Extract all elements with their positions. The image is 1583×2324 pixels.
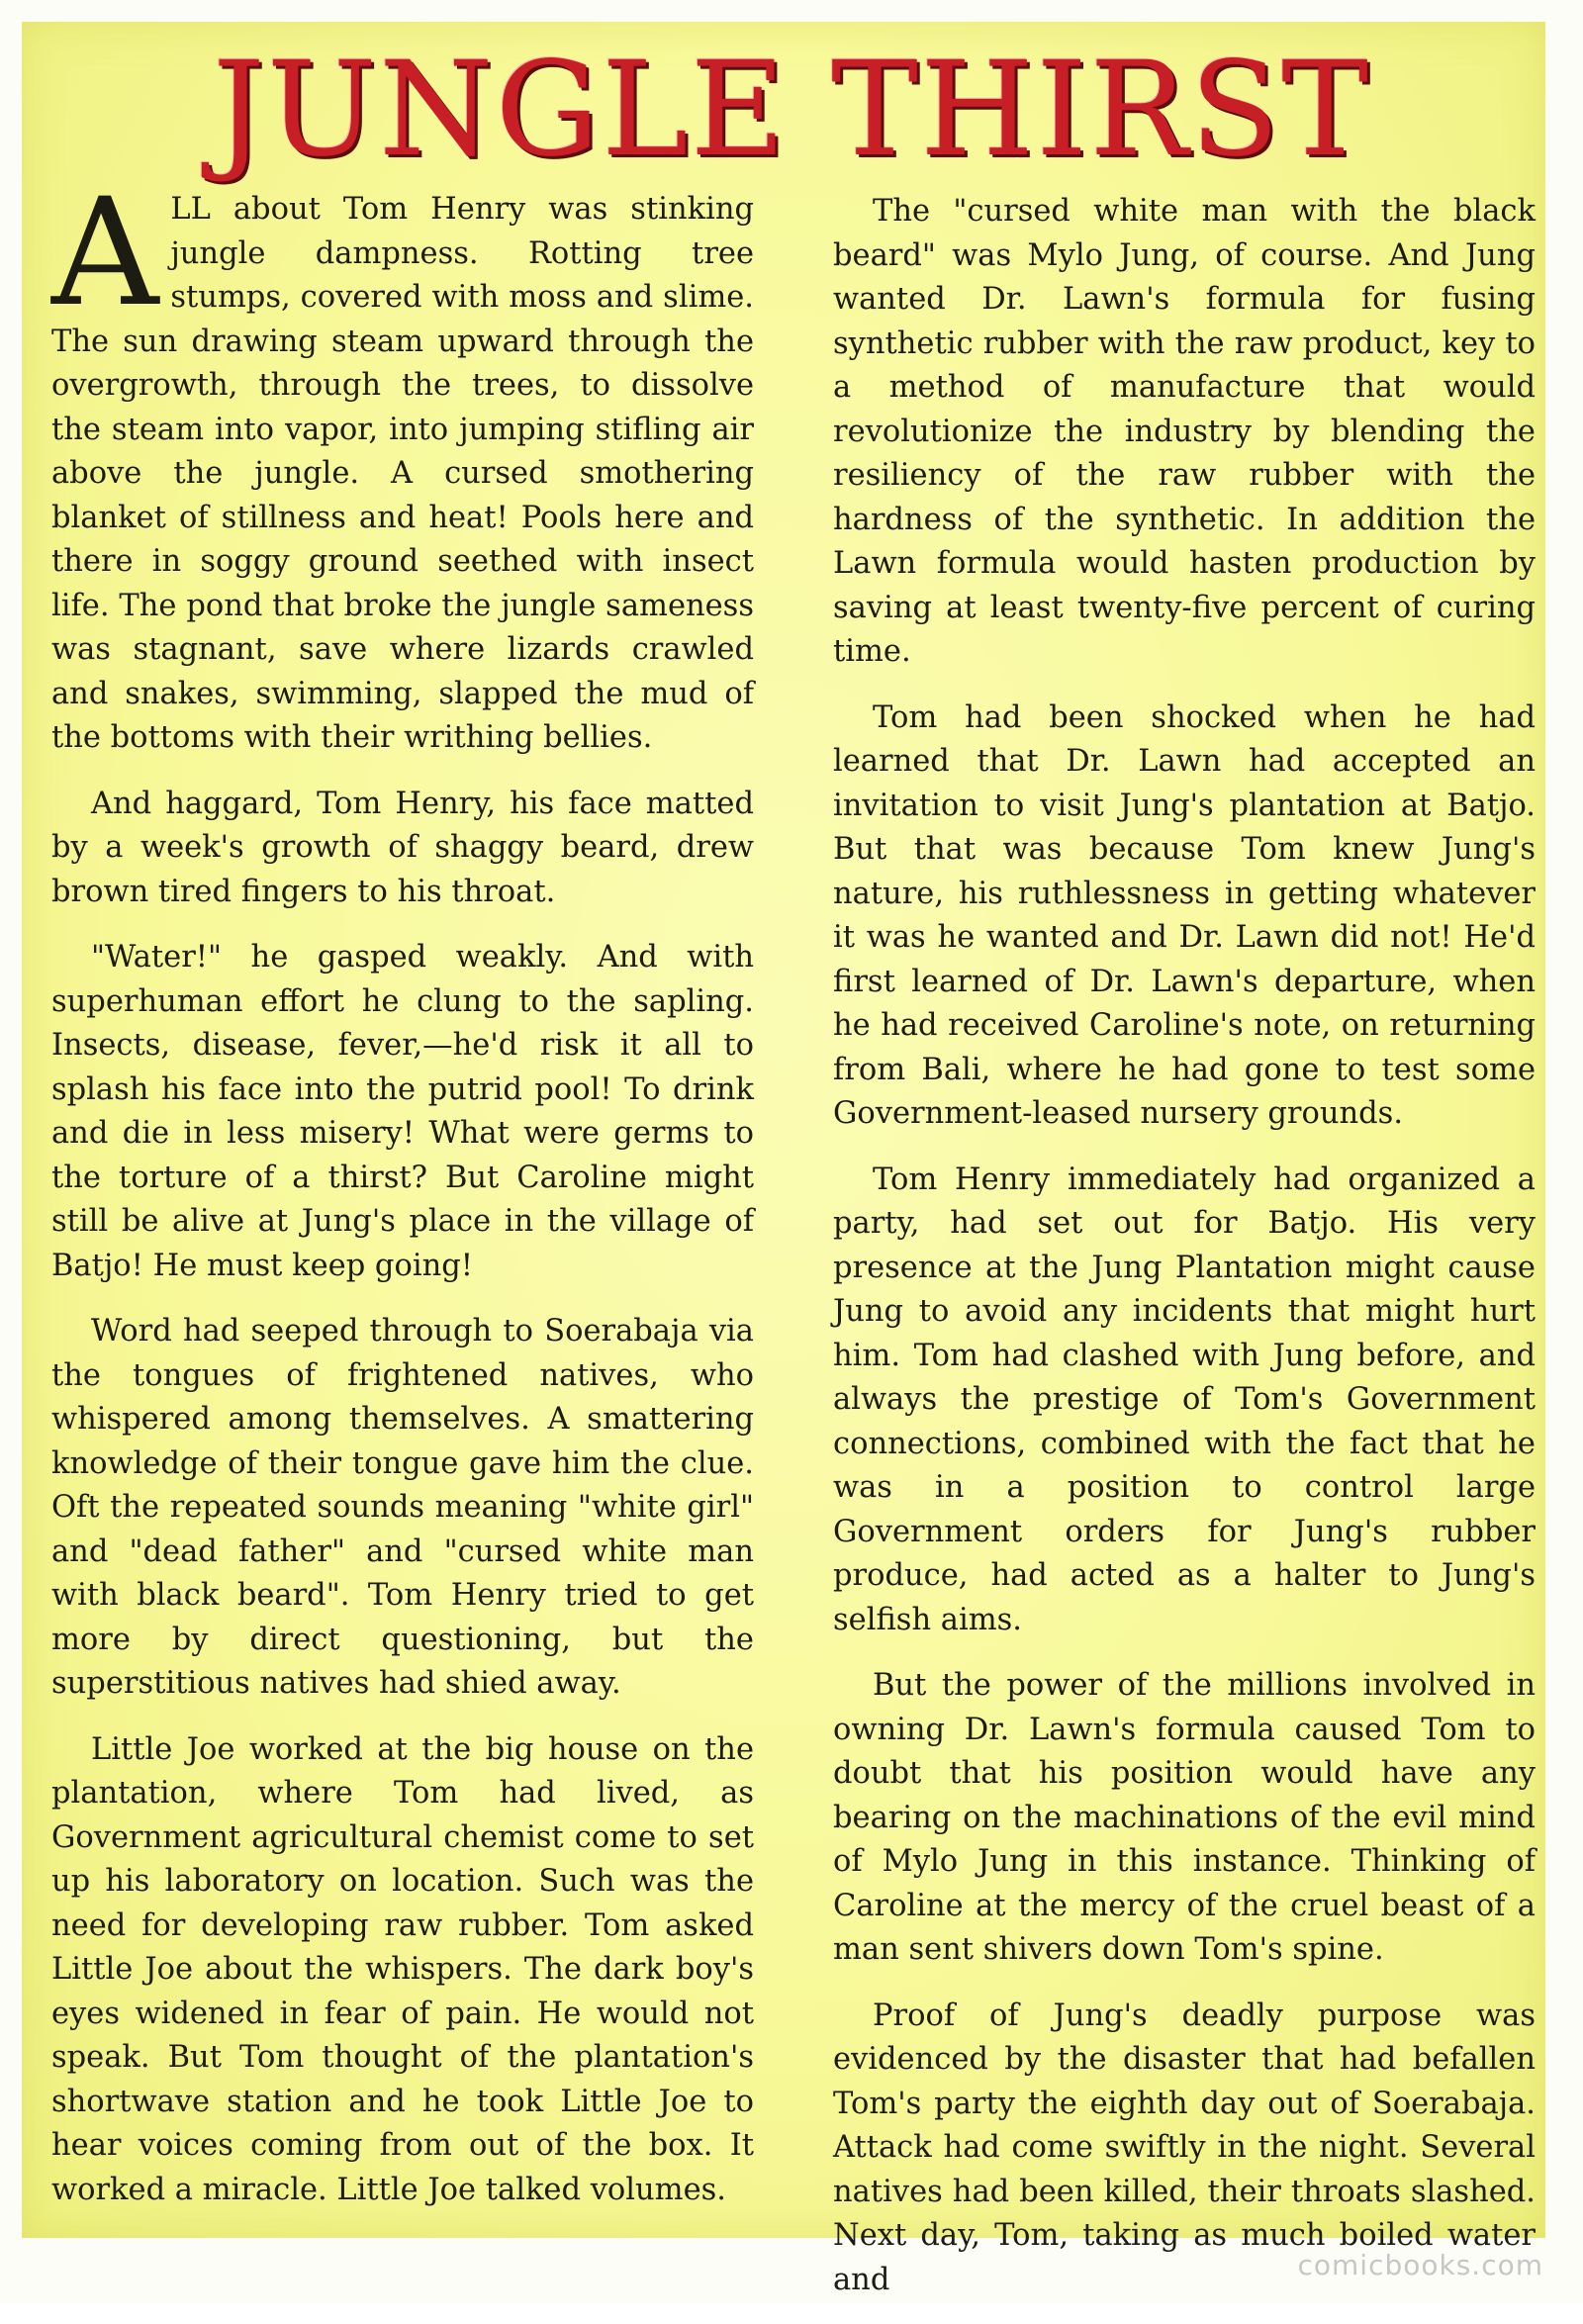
paragraph: Proof of Jung's deadly purpose was evidenced by the disaster that had befallen Tom's party the eighth day out of Soerabaja. Attack had come swiftly in the night. Several natives had been killed, their throats slashed. Next day, Tom, taking as much boiled water and: [833, 1998, 1536, 2297]
paragraph: Tom Henry immediately had organized a party, had set out for Batjo. His very presence at the Jung Plantation might cause Jung to avoid any incidents that might hurt him. Tom had clashed with Jung before, and always the prestige of Tom's Government connections, combined with the fact that he was in a position to control large Government orders for Jung's rubber produce, had acted as a halter to Jung's selfish aims.: [833, 1162, 1536, 1637]
story-title: JUNGLE THIRST: [212, 34, 1371, 186]
paragraph: But the power of the millions involved in owning Dr. Lawn's formula caused Tom to doubt that his position would have any bearing on the machinations of the evil mind of Mylo Jung in this instance. Thinking of Caroline at the mercy of the cruel beast of a man sent shivers down Tom's spine.: [833, 1668, 1536, 1967]
drop-cap: A: [51, 167, 159, 339]
watermark-text: comicbooks.com: [1297, 2249, 1543, 2281]
paragraph-text: LL about Tom Henry was stinking jungle dampness. Rotting tree stumps, covered with moss and slime. The sun drawing steam upward through the overgrowth, through the trees, to dissolve the steam into vapor, into jumping stifling air above the jungle. A cursed smothering blanket of stillness and heat! Pools here and there in soggy ground seethed with insect life. The pond that broke the jungle sameness was stagnant, save where lizards crawled and snakes, swimming, slapped the mud of the bottoms with their writhing bellies.: [51, 192, 754, 755]
paragraph: The "cursed white man with the black beard" was Mylo Jung, of course. And Jung wanted Dr. Lawn's formula for fusing synthetic rubber with the raw product, key to a method of manufacture that would revolutionize the industry by blending the resiliency of the raw rubber with the hardness of the synthetic. In addition the Lawn formula would hasten production by saving at least twenty-five percent of curing time.: [833, 194, 1536, 669]
paragraph: And haggard, Tom Henry, his face matted by a week's growth of shaggy beard, drew brown tired fingers to his throat.: [51, 786, 754, 909]
right-text-column: [833, 190, 1536, 2324]
paragraph: [51, 167, 754, 761]
paragraph: Word had seeped through to Soerabaja via the tongues of frightened natives, who whispered among themselves. A smattering knowledge of their tongue gave him the clue. Oft the repeated sounds meaning "white girl" and "dead father" and "cursed white man with black beard". Tom Henry tried to get more by direct questioning, but the superstitious natives had shied away.: [51, 1314, 754, 1701]
paragraph: Tom had been shocked when he had learned that Dr. Lawn had accepted an invitation to visit Jung's plantation at Batjo. But that was because Tom knew Jung's nature, his ruthlessness in getting whatever it was he wanted and Dr. Lawn did not! He'd first learned of Dr. Lawn's departure, when he had received Caroline's note, on returning from Bali, where he had gone to test some Government-leased nursery grounds.: [833, 699, 1536, 1131]
paragraph: Little Joe worked at the big house on the plantation, where Tom had lived, as Government agricultural chemist come to set up his laboratory on location. Such was the need for developing raw rubber. Tom asked Little Joe about the whispers. The dark boy's eyes widened in fear of pain. He would not speak. But Tom thought of the plantation's shortwave station and he took Little Joe to hear voices coming from out of the box. It worked a miracle. Little Joe talked volumes.: [51, 1731, 754, 2207]
left-text-column: [51, 167, 754, 2234]
paragraph: "Water!" he gasped weakly. And with superhuman effort he clung to the sapling. Insects, disease, fever,—he'd risk it all to splash his face into the putrid pool! To drink and die in less misery! What were germs to the torture of a thirst? But Caroline might still be alive at Jung's place in the village of Batjo! He must keep going!: [51, 940, 754, 1283]
